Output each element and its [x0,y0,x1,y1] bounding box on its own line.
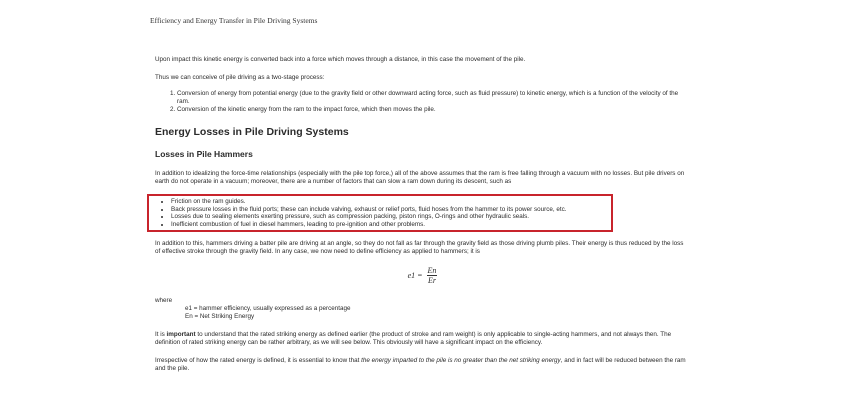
formula-denominator: Er [427,276,436,286]
final-emphasis: the energy imparted to the pile is no greater than the net striking energy [361,357,561,365]
formula-fraction [427,266,438,285]
where-label: where [155,297,173,305]
losses-paragraph-1: In addition to idealizing the force-time relationships (especially with the pile top force,) all of the above assumes that the ram is free falling through a vacuum with no losses. But pile drivers on earth do not operate in a vacuum; moreover, there are a number of factors that can slow a ram down during its descent, such as [155,170,685,185]
subsection-heading: Losses in Pile Hammers [155,149,253,159]
losses-paragraph-2: In addition to this, hammers driving a batter pile are driving at an angle, so they do not fall as far through the gravity field as those driving plumb piles. Their energy is thus reduced by the loss of effective stroke through the gravity field. In any case, we now need to define efficiency as applied to hammers; it is [155,240,684,256]
list-item: 2. Conversion of the kinetic energy from the ram to the impact force, which then moves the pile. [177,106,690,114]
two-stage-list [155,90,690,114]
final-text-pre: Irrespective of how the rated energy is defined, it is essential to know that [155,357,362,365]
running-head: Efficiency and Energy Transfer in Pile Driving Systems [150,16,318,25]
important-text-post: to understand that the rated striking energy as defined earlier (the product of stroke and ram weight) is only applicable to single-acting hammers, and not always then. The definition of rated striking energy can be rather arbitrary, as we will see below. This obviously will have a significant impact on the efficiency. [155,331,672,347]
important-text-pre: It is [155,331,167,339]
document-page [155,56,690,383]
intro-paragraph-2: Thus we can conceive of pile driving as a two-stage process: [155,74,325,81]
final-paragraph [155,357,690,373]
list-item: 1. Conversion of energy from potential energy (due to the gravity field or other downward acting force, such as fluid pressure) to kinetic energy, which is a function of the velocity of the ram. [177,90,690,106]
intro-paragraph-1: Upon impact this kinetic energy is converted back into a force which moves through a distance, in this case the movement of the pile. [155,56,526,63]
list-item: • Inefficient combustion of fuel in diesel hammers, leading to pre-ignition and other problems. [171,221,605,229]
list-item: • Friction on the ram guides. [171,198,605,206]
final-text-post: , and in fact will be reduced between the ram and the pile. [155,357,686,373]
loss-factors-list [155,198,605,228]
list-item: • Back pressure losses in the fluid ports; these can include valving, exhaust or relief ports, fluid hoses from the hammer to its power source, etc. [171,206,605,214]
efficiency-formula [155,266,690,285]
list-item: • Losses due to sealing elements exerting pressure, such as compression packing, piston rings, O-rings and other hydraulic seals. [171,213,605,221]
important-paragraph [155,331,690,347]
definition-e1: e1 = hammer efficiency, usually expressed as a percentage [185,305,351,313]
definition-en: En = Net Striking Energy [185,313,255,321]
highlighted-loss-factors-box [147,194,613,232]
definitions-block [155,297,690,321]
formula-lhs: e1 = [407,270,423,280]
formula-numerator: En [427,266,437,276]
section-heading: Energy Losses in Pile Driving Systems [155,126,349,138]
important-emphasis: important [166,331,196,339]
